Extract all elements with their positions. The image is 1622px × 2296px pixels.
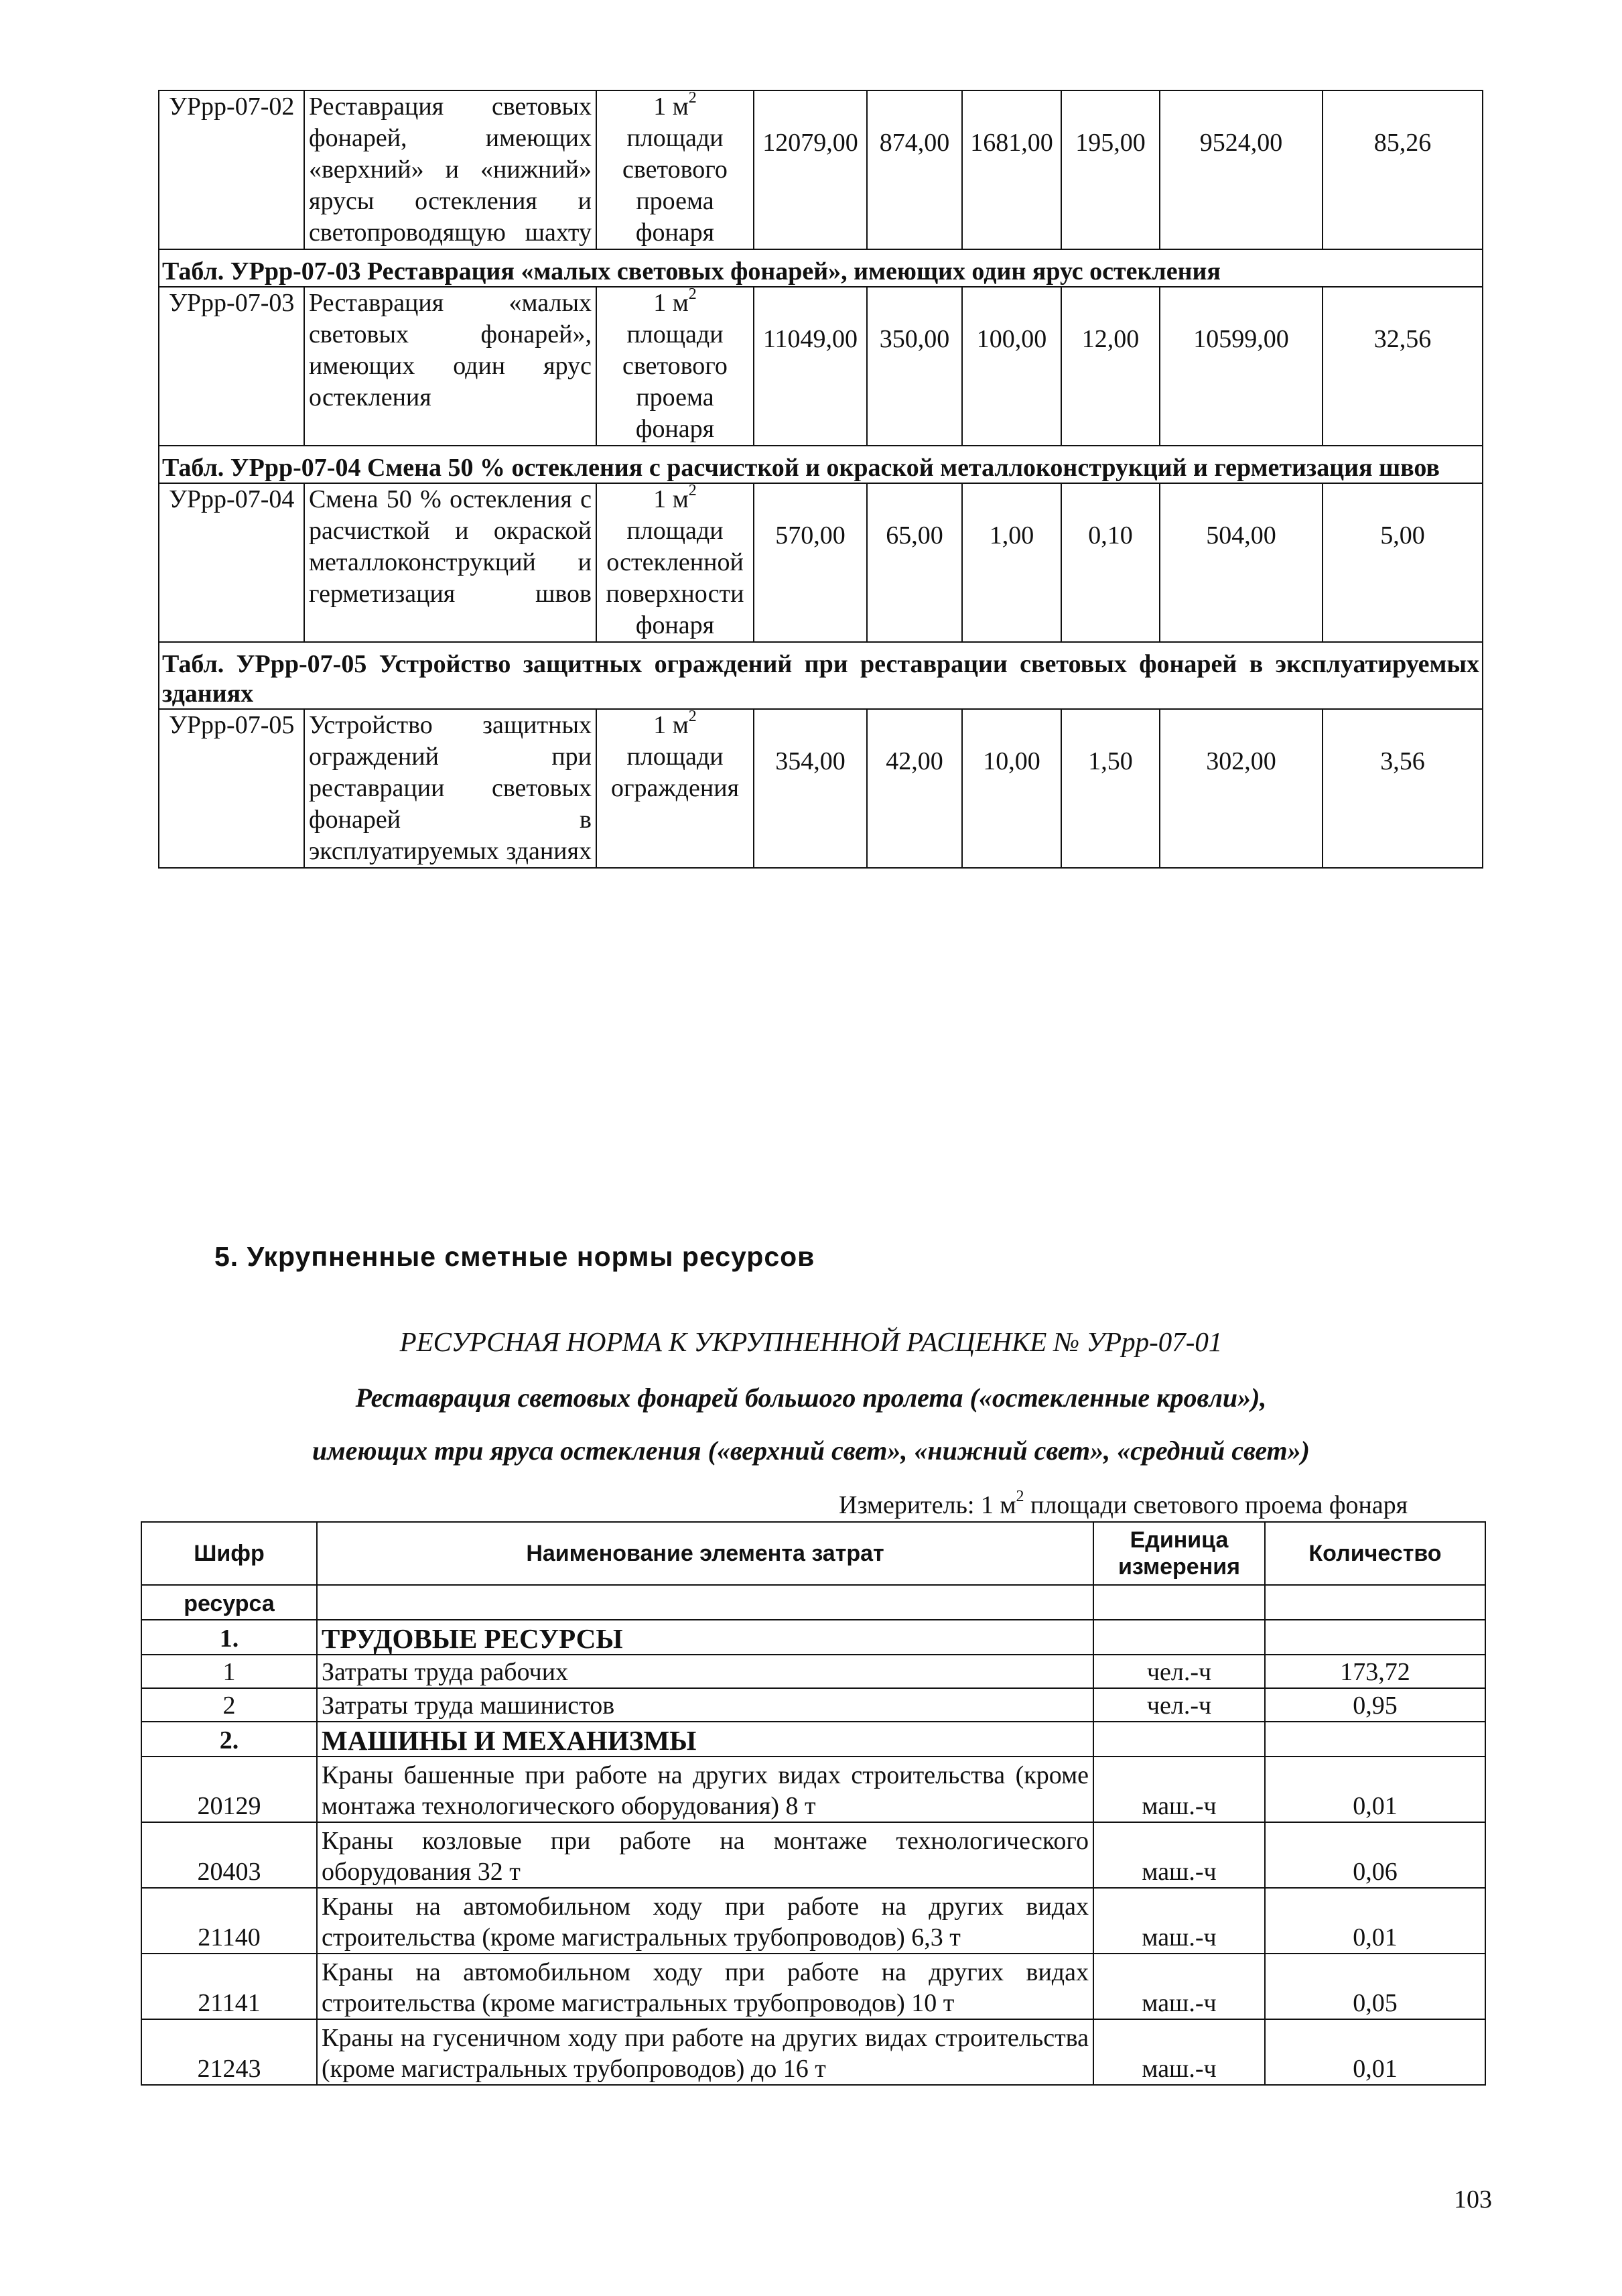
rates-table bbox=[158, 90, 1483, 869]
rate-description: Смена 50 % остекления с расчисткой и окраской металлоконструкций и герметизация швов bbox=[304, 483, 596, 642]
resource-quantity: 173,72 bbox=[1265, 1655, 1485, 1688]
page-number: 103 bbox=[1454, 2185, 1492, 2214]
resource-quantity: 0,01 bbox=[1265, 1888, 1485, 1954]
table-title: Табл. УРрр-07-04 Смена 50 % остекления с расчисткой и окраской металлоконструкций и герметизация швов bbox=[159, 446, 1483, 483]
rate-value: 11049,00 bbox=[754, 287, 867, 446]
resource-name: Краны на гусеничном ходу при работе на других видах строительства (кроме магистральных трубопроводов) до 16 т bbox=[317, 2019, 1093, 2085]
resource-code: 20129 bbox=[141, 1757, 317, 1822]
resource-code: 1 bbox=[141, 1655, 317, 1688]
resource-unit: маш.-ч bbox=[1093, 1757, 1265, 1822]
rate-value: 3,56 bbox=[1323, 709, 1483, 868]
resource-section-row bbox=[141, 1620, 1485, 1655]
rate-value: 12,00 bbox=[1061, 287, 1160, 446]
rate-unit: 1 $м^2$ площади светового проема фонаря bbox=[596, 287, 754, 446]
rate-value: 302,00 bbox=[1160, 709, 1323, 868]
rate-value: 100,00 bbox=[962, 287, 1061, 446]
rate-value: 350,00 bbox=[867, 287, 962, 446]
resource-unit: маш.-ч bbox=[1093, 1888, 1265, 1954]
section-title: 5. Укрупненные сметные нормы ресурсов bbox=[214, 1241, 815, 1272]
rate-code: УРрр-07-05 bbox=[159, 709, 304, 868]
resource-name: ТРУДОВЫЕ РЕСУРСЫ bbox=[317, 1620, 1093, 1655]
header-name: Наименование элемента затрат bbox=[317, 1522, 1093, 1585]
resource-unit: чел.-ч bbox=[1093, 1655, 1265, 1688]
norm-subtitle-line-2: имеющих три яруса остекления («верхний свет», «нижний свет», «средний свет») bbox=[312, 1436, 1310, 1466]
table-title: Табл. УРрр-07-03 Реставрация «малых световых фонарей», имеющих один ярус остекления bbox=[159, 249, 1483, 287]
rate-row bbox=[159, 483, 1483, 642]
rate-row bbox=[159, 90, 1483, 249]
table-title-row bbox=[159, 446, 1483, 483]
resource-row bbox=[141, 1888, 1485, 1954]
header-qty: Количество bbox=[1265, 1522, 1485, 1585]
resource-row bbox=[141, 1655, 1485, 1688]
rate-code: УРрр-07-03 bbox=[159, 287, 304, 446]
resource-quantity: 0,06 bbox=[1265, 1822, 1485, 1888]
table-title: Табл. УРрр-07-05 Устройство защитных ограждений при реставрации световых фонарей в эксплуатируемых зданиях bbox=[159, 642, 1483, 709]
rate-description: Устройство защитных ограждений при реставрации световых фонарей в эксплуатируемых зданиях bbox=[304, 709, 596, 868]
table-title-row bbox=[159, 642, 1483, 709]
resource-quantity: 0,95 bbox=[1265, 1688, 1485, 1722]
rate-value: 1,50 bbox=[1061, 709, 1160, 868]
resource-table bbox=[141, 1521, 1486, 2086]
rate-row bbox=[159, 709, 1483, 868]
resource-row bbox=[141, 1954, 1485, 2019]
measure-unit-line: Измеритель: 1 $м^2$ площади светового проема фонаря bbox=[839, 1488, 1408, 1519]
rate-value: 1681,00 bbox=[962, 90, 1061, 249]
resource-code: 1. bbox=[141, 1620, 317, 1655]
header-unit: Единица измерения bbox=[1093, 1522, 1265, 1585]
rate-value: 570,00 bbox=[754, 483, 867, 642]
resource-name: Краны башенные при работе на других видах строительства (кроме монтажа технологического оборудования) 8 т bbox=[317, 1757, 1093, 1822]
table-title-row bbox=[159, 249, 1483, 287]
resource-code: 2 bbox=[141, 1688, 317, 1722]
header-code: Шифр bbox=[141, 1522, 317, 1585]
resource-code: 21243 bbox=[141, 2019, 317, 2085]
rate-value: 10599,00 bbox=[1160, 287, 1323, 446]
norm-subtitle-line-1: Реставрация световых фонарей большого пролета («остекленные кровли»), bbox=[355, 1383, 1267, 1413]
rate-code: УРрр-07-02 bbox=[159, 90, 304, 249]
rate-value: 12079,00 bbox=[754, 90, 867, 249]
resource-section-row bbox=[141, 1722, 1485, 1757]
rate-value: 0,10 bbox=[1061, 483, 1160, 642]
rate-unit: 1 $м^2$ площади светового проема фонаря bbox=[596, 90, 754, 249]
resource-unit bbox=[1093, 1620, 1265, 1655]
rate-value: 10,00 bbox=[962, 709, 1061, 868]
resource-quantity: 0,05 bbox=[1265, 1954, 1485, 2019]
resource-name: Краны козловые при работе на монтаже технологического оборудования 32 т bbox=[317, 1822, 1093, 1888]
rate-description: Реставрация световых фонарей, имеющих «верхний» и «нижний» ярусы остекления и светопроводящую шахту bbox=[304, 90, 596, 249]
rate-value: 9524,00 bbox=[1160, 90, 1323, 249]
resource-quantity: 0,01 bbox=[1265, 2019, 1485, 2085]
resource-code: 21140 bbox=[141, 1888, 317, 1954]
resource-unit: чел.-ч bbox=[1093, 1688, 1265, 1722]
resource-code: 21141 bbox=[141, 1954, 317, 2019]
rate-code: УРрр-07-04 bbox=[159, 483, 304, 642]
resource-unit bbox=[1093, 1722, 1265, 1757]
resource-unit: маш.-ч bbox=[1093, 2019, 1265, 2085]
resource-unit: маш.-ч bbox=[1093, 1954, 1265, 2019]
rate-value: 32,56 bbox=[1323, 287, 1483, 446]
resource-name: Затраты труда рабочих bbox=[317, 1655, 1093, 1688]
resource-quantity bbox=[1265, 1620, 1485, 1655]
resource-row bbox=[141, 2019, 1485, 2085]
header-code-2: ресурса bbox=[141, 1585, 317, 1620]
rate-row bbox=[159, 287, 1483, 446]
rate-value: 504,00 bbox=[1160, 483, 1323, 642]
resource-name: Краны на автомобильном ходу при работе на других видах строительства (кроме магистральных трубопроводов) 10 т bbox=[317, 1954, 1093, 2019]
rate-value: 5,00 bbox=[1323, 483, 1483, 642]
rate-value: 874,00 bbox=[867, 90, 962, 249]
resource-row bbox=[141, 1757, 1485, 1822]
resource-table-header bbox=[141, 1522, 1485, 1585]
rate-value: 42,00 bbox=[867, 709, 962, 868]
rate-value: 1,00 bbox=[962, 483, 1061, 642]
resource-code: 2. bbox=[141, 1722, 317, 1757]
rate-value: 85,26 bbox=[1323, 90, 1483, 249]
rate-description: Реставрация «малых световых фонарей», имеющих один ярус остекления bbox=[304, 287, 596, 446]
rate-unit: 1 $м^2$ площади ограждения bbox=[596, 709, 754, 868]
rate-value: 195,00 bbox=[1061, 90, 1160, 249]
resource-name: МАШИНЫ И МЕХАНИЗМЫ bbox=[317, 1722, 1093, 1757]
rate-value: 354,00 bbox=[754, 709, 867, 868]
resource-row bbox=[141, 1688, 1485, 1722]
resource-unit: маш.-ч bbox=[1093, 1822, 1265, 1888]
resource-name: Затраты труда машинистов bbox=[317, 1688, 1093, 1722]
rate-unit: 1 $м^2$ площади остекленной поверхности фонаря bbox=[596, 483, 754, 642]
resource-table-header-2 bbox=[141, 1585, 1485, 1620]
rate-value: 65,00 bbox=[867, 483, 962, 642]
resource-quantity bbox=[1265, 1722, 1485, 1757]
resource-quantity: 0,01 bbox=[1265, 1757, 1485, 1822]
resource-row bbox=[141, 1822, 1485, 1888]
resource-code: 20403 bbox=[141, 1822, 317, 1888]
norm-title: РЕСУРСНАЯ НОРМА К УКРУПНЕННОЙ РАСЦЕНКЕ № УРрр-07-01 bbox=[399, 1326, 1223, 1357]
resource-name: Краны на автомобильном ходу при работе на других видах строительства (кроме магистральных трубопроводов) 6,3 т bbox=[317, 1888, 1093, 1954]
